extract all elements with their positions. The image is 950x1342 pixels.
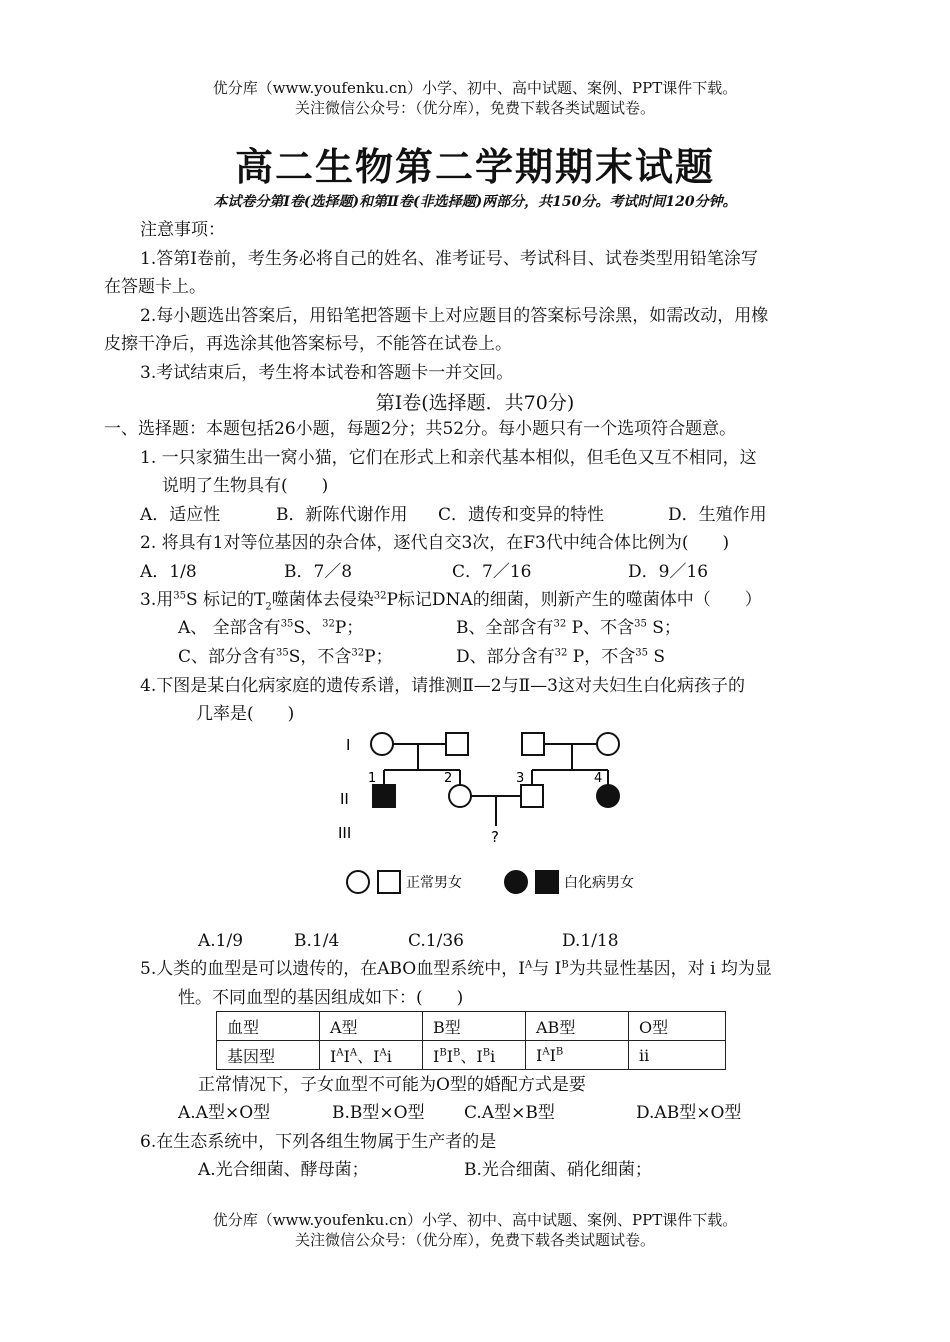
notice-item-1b: 在答题卡上。 — [104, 277, 206, 297]
q6-option-b: B.光合细菌、硝化细菌； — [464, 1160, 652, 1180]
q4-option-d: D.1/18 — [562, 931, 619, 951]
q5-option-d: D.AB型×O型 — [636, 1103, 742, 1123]
q5-stem-a: 5.人类的血型是可以遗传的，在ABO血型系统中，$I^A$与 $I^B$为共显性基因，对 i 均为显 — [140, 959, 772, 979]
q6-option-a: A.光合细菌、酵母菌； — [198, 1160, 369, 1180]
header-line-2: 关注微信公众号：（优分库），免费下载各类试题试卷。 — [294, 99, 655, 117]
table-header-cell: AB型 — [526, 1012, 629, 1041]
gen1-label: I — [346, 736, 351, 754]
gen2-albino-male — [373, 785, 395, 807]
table-cell-genotype-a: $I^AI^A$、$I^Ai$ — [320, 1041, 423, 1070]
notice-heading: 注意事项： — [140, 220, 225, 240]
pedigree-diagram — [336, 726, 666, 896]
header-line-1: 优分库（www.youfenku.cn）小学、初中、高中试题、案例、PPT课件下载。 — [212, 79, 738, 97]
q1-option-c: C．遗传和变异的特性 — [438, 505, 605, 525]
table-cell: 基因型 — [217, 1041, 320, 1070]
q1-stem-b: 说明了生物具有( ) — [162, 476, 329, 496]
gen2-female-2 — [449, 785, 471, 807]
table-row — [217, 1012, 726, 1041]
table-header-cell: O型 — [629, 1012, 726, 1041]
q3-option-b: B、全部含有$^{32}$ P、不含$^{35}$ S； — [456, 618, 681, 638]
table-header-cell: 血型 — [217, 1012, 320, 1041]
q2-option-c: C．7／16 — [452, 562, 532, 582]
q1-option-a: A．适应性 — [140, 505, 221, 525]
legend-albino-label: 白化病男女 — [564, 875, 634, 891]
q4-option-b: B.1/4 — [294, 931, 340, 951]
table-row — [217, 1041, 726, 1070]
gen2-label: II — [340, 790, 349, 808]
notice-item-2b: 皮擦干净后，再选涂其他答案标号，不能答在试卷上。 — [104, 334, 512, 354]
individual-1-number: 1 — [368, 771, 377, 786]
page-subtitle: 本试卷分第Ⅰ卷(选择题)和第Ⅱ卷(非选择题)两部分，共150分。考试时间120分钟。 — [213, 194, 737, 210]
gen2-male-3 — [521, 785, 543, 807]
q2-option-a: A．1/8 — [140, 562, 197, 582]
q3-stem: 3.用$^{35}$S 标记的$T_2$噬菌体去侵染$^{32}$P标记DNA的细菌，则新产生的噬菌体中（ ） — [140, 590, 762, 613]
notice-item-2a: 2.每小题选出答案后，用铅笔把答题卡上对应题目的答案标号涂黑，如需改动，用橡 — [140, 306, 769, 326]
legend-albino-male — [536, 871, 558, 893]
legend-normal-label: 正常男女 — [406, 875, 462, 891]
q4-option-a: A.1/9 — [198, 931, 244, 951]
q2-option-d: D．9／16 — [628, 562, 709, 582]
q1-option-b: B．新陈代谢作用 — [276, 505, 408, 525]
q4-stem-a: 4.下图是某白化病家庭的遗传系谱，请推测Ⅱ—2与Ⅱ—3这对夫妇生白化病孩子的 — [140, 676, 745, 696]
q6-stem: 6.在生态系统中，下列各组生物属于生产者的是 — [140, 1132, 497, 1152]
table-header-cell: A型 — [320, 1012, 423, 1041]
gen1-female-right — [597, 733, 619, 755]
section-title: 第Ⅰ卷(选择题．共70分) — [375, 392, 575, 414]
q4-option-c: C.1/36 — [408, 931, 464, 951]
q5-option-a: A.A型×O型 — [178, 1103, 271, 1123]
gen3-label: III — [338, 824, 352, 842]
q5-after: 正常情况下，子女血型不可能为O型的婚配方式是要 — [198, 1075, 586, 1095]
gen1-male-left — [446, 733, 468, 755]
individual-2-number: 2 — [444, 771, 453, 786]
q1-option-d: D．生殖作用 — [668, 505, 767, 525]
legend-albino-female — [505, 871, 527, 893]
footer-line-1: 优分库（www.youfenku.cn）小学、初中、高中试题、案例、PPT课件下载。 — [212, 1211, 738, 1229]
q3-option-d: D、部分含有$^{32}$ P，不含$^{35}$ S — [456, 647, 666, 667]
gen1-male-right — [522, 733, 544, 755]
gen2-albino-female — [597, 785, 619, 807]
q2-option-b: B．7／8 — [284, 562, 353, 582]
footer-line-2: 关注微信公众号：（优分库），免费下载各类试题试卷。 — [294, 1231, 655, 1249]
q5-stem-b: 性。不同血型的基因组成如下：( ) — [178, 988, 464, 1008]
table-header-cell: B型 — [423, 1012, 526, 1041]
q4-stem-b: 几率是( ) — [196, 704, 295, 724]
table-cell-genotype-b: $I^BI^B$、$I^Bi$ — [423, 1041, 526, 1070]
table-cell-genotype-ab: $I^AI^B$ — [526, 1041, 629, 1070]
q3-option-c: C、部分含有$^{35}$S，不含$^{32}$P； — [178, 647, 393, 667]
blood-type-table — [216, 1011, 726, 1070]
notice-item-1a: 1.答第Ⅰ卷前，考生务必将自己的姓名、准考证号、考试科目、试卷类型用铅笔涂写 — [140, 249, 758, 269]
q1-stem-a: 1. 一只家猫生出一窝小猫，它们在形式上和亲代基本相似，但毛色又互不相同，这 — [140, 448, 757, 468]
part-intro: 一、选择题：本题包括26小题，每题2分；共52分。每小题只有一个选项符合题意。 — [104, 419, 737, 439]
notice-item-3: 3.考试结束后，考生将本试卷和答题卡一并交回。 — [140, 363, 514, 383]
legend-normal-female — [347, 871, 369, 893]
legend-normal-male — [378, 871, 400, 893]
table-cell-genotype-o: ii — [629, 1041, 726, 1070]
page-title: 高二生物第二学期期末试题 — [234, 144, 715, 189]
q2-stem: 2. 将具有1对等位基因的杂合体，逐代自交3次，在F3代中纯合体比例为( ) — [140, 533, 730, 553]
q3-option-a: A、 全部含有$^{35}$S、$^{32}$P； — [178, 618, 364, 638]
q5-option-c: C.A型×B型 — [464, 1103, 555, 1123]
gen1-female-left — [371, 733, 393, 755]
individual-4-number: 4 — [594, 771, 603, 786]
q5-option-b: B.B型×O型 — [332, 1103, 425, 1123]
individual-3-number: 3 — [516, 771, 525, 786]
unknown-child: ? — [491, 828, 499, 846]
